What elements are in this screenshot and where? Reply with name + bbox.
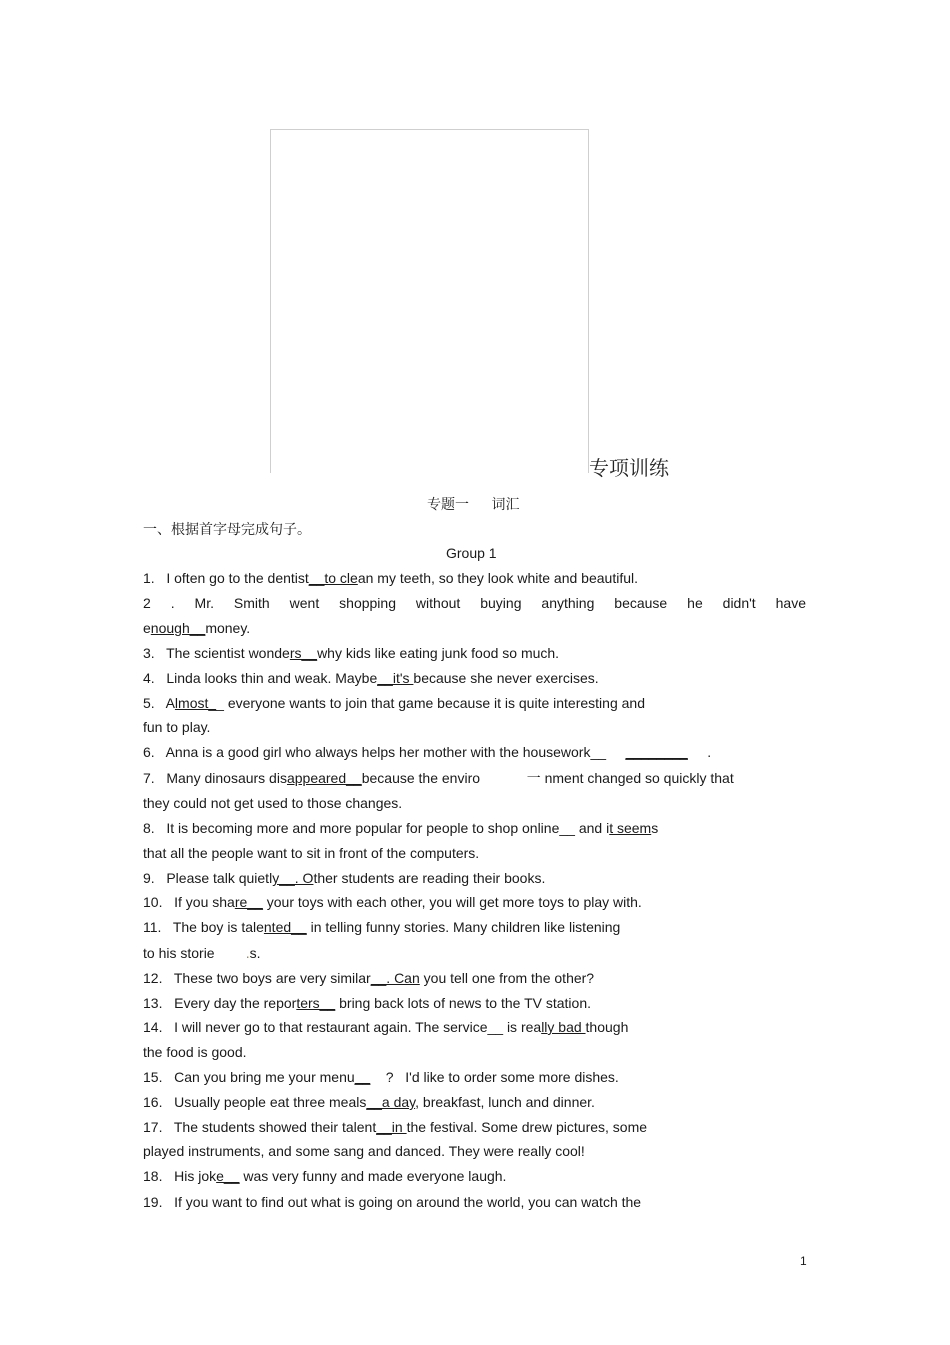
exercise-instruction: 一、根据首字母完成句子。 — [143, 522, 311, 538]
exercise-line: that all the people want to sit in front of the computers. — [143, 845, 480, 861]
exercise-line: 2 . Mr. Smith went shopping without buying anything because he didn't have — [143, 595, 806, 611]
exercise-line: 19. If you want to find out what is going on around the world, you can watch the — [143, 1194, 642, 1210]
exercise-line: 6. Anna is a good girl who always helps her mother with the housework__ ________ . — [143, 744, 712, 760]
exercise-line: 9. Please talk quietly__. Other students are reading their books. — [143, 870, 546, 886]
exercise-line: enough__money. — [143, 620, 251, 636]
exercise-line: they could not get used to those changes. — [143, 795, 403, 811]
group-heading: Group 1 — [446, 545, 497, 561]
exercise-line: to his storie .s. — [143, 945, 261, 961]
exercise-line: 16. Usually people eat three meals__a day, breakfast, lunch and dinner. — [143, 1094, 595, 1110]
exercise-line: 13. Every day the reporters__ bring back lots of news to the TV station. — [143, 995, 592, 1011]
page-number: 1 — [800, 1254, 807, 1268]
exercise-line: the food is good. — [143, 1044, 247, 1060]
exercise-line: 18. His joke__ was very funny and made everyone laugh. — [143, 1168, 507, 1184]
exercise-line: 17. The students showed their talent__in the festival. Some drew pictures, some — [143, 1119, 648, 1135]
figure-placeholder — [270, 129, 589, 473]
exercise-line: 14. I will never go to that restaurant again. The service__ is really bad though — [143, 1019, 629, 1035]
exercise-line: 11. The boy is talented__ in telling funny stories. Many children like listening — [143, 919, 621, 935]
exercise-line: 7. Many dinosaurs disappeared__because the enviro 一 nment changed so quickly that — [143, 770, 734, 786]
exercise-line: 10. If you share__ your toys with each other, you will get more toys to play with. — [143, 894, 642, 910]
exercise-line: fun to play. — [143, 719, 211, 735]
section-subtitle: 专题一 词汇 — [427, 497, 520, 513]
exercise-line: 4. Linda looks thin and weak. Maybe__it's because she never exercises. — [143, 670, 599, 686]
exercise-line: played instruments, and some sang and danced. They were really cool! — [143, 1143, 585, 1159]
exercise-line: 5. Almost__ everyone wants to join that game because it is quite interesting and — [143, 695, 645, 711]
page-title: 专项训练 — [589, 456, 669, 480]
exercise-line: 1. I often go to the dentist__to clean my teeth, so they look white and beautiful. — [143, 570, 638, 586]
exercise-line: 8. It is becoming more and more popular for people to shop online__ and it seems — [143, 820, 659, 836]
exercise-line: 3. The scientist wonders__why kids like eating junk food so much. — [143, 645, 560, 661]
exercise-line: 15. Can you bring me your menu__ ? I'd like to order some more dishes. — [143, 1069, 619, 1085]
exercise-line: 12. These two boys are very similar__. Can you tell one from the other? — [143, 970, 595, 986]
